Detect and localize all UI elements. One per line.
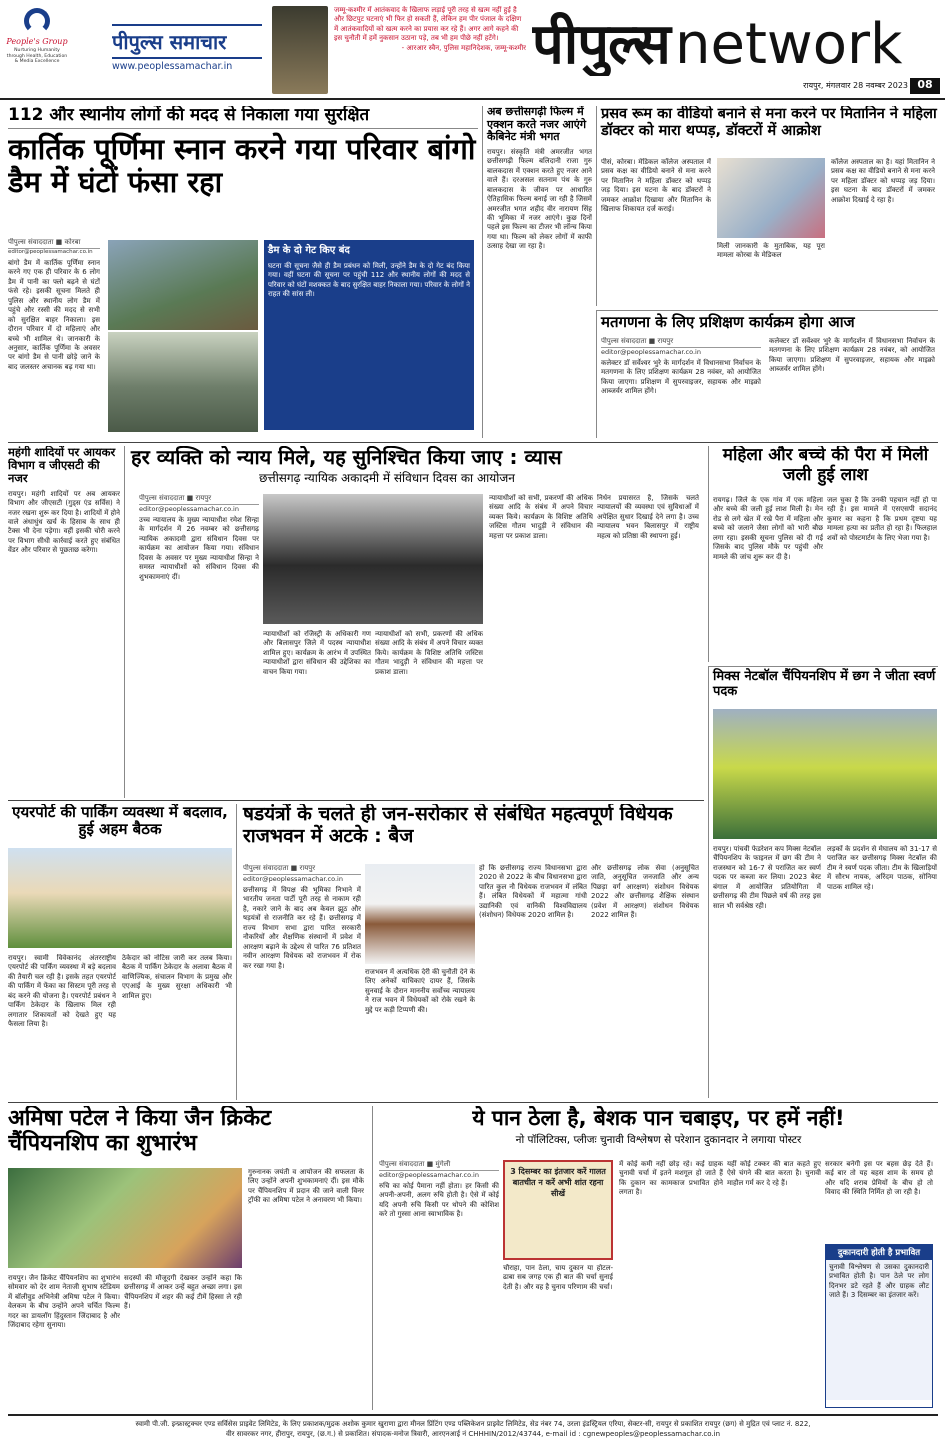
box-title: डैम के दो गेट किए बंद [264, 240, 474, 258]
headline: हर व्यक्ति को न्याय मिले, यह सुनिश्चित किया जाए : व्यास [131, 446, 562, 469]
story-bills-rajbhavan [236, 804, 704, 1100]
story-bhagat-film [482, 106, 592, 438]
story-body-4: और छत्तीसगढ़ लोक सेवा (अनुसूचित जाति, अनुसूचित जनजाति और अन्य पिछड़ा वर्ग आरक्षण) संशोधन विधेयक 2022 और छत्तीसगढ़ शैक्षिक संस्थान (प्रवेश में आरक्षण) संशोधन विधेयक 2022 शामिल हैं। [591, 864, 699, 920]
story-body: रायपुर। पांचवी फेडरेशन कप मिक्स नेटबॉल चैंपियनशिप के फाइनल में छग की टीम ने राजस्थान को 16-7 से पराजित कर स्वर्ण पदक पर कब्जा कर लिया। 2023 बेस्ट बंगाल में आयोजित प्रतियोगिता में छत्तीसगढ़ की टीम पिछले वर्ष की तरह इस साल भी सर्वश्रेष्ठ रही। [713, 845, 821, 910]
email: editor@peoplessamachar.co.in [8, 249, 93, 255]
story-body-3: में कोई कमी नहीं छोड़ रहे। कई ग्राहक चुनावी चर्चा में इतने मशगूल हो जाते हैं कि दुकान का कामकाज प्रभावित होने लगता है। [619, 1160, 723, 1197]
story-body: रायपुर। जैन क्रिकेट चैंपियनशिप का शुभारंभ सोमवार को देर शाम नेताजी सुभाष स्टेडियम में बॉलीवुड अभिनेत्री अमिषा पटेल ने किया। वेलकम के बीच उन्होंने अपने चर्चित फिल्म गदर का डायलॉग हिंदुस्तान जिंदाबाद है और जिंदाबाद रहेगा सुनाया। [8, 1274, 120, 1330]
story-body: रायपुर। स्वामी विवेकानंद अंतरराष्ट्रीय एयरपोर्ट की पार्किंग व्यवस्था में बड़े बदलाव की तैयारी चल रही है। इसके तहत एयरपोर्ट की पार्किंग में फेंका का सिस्टम पूरी तरह से बंद करने की योजना है। एयरपोर्ट प्रबंधन ने पार्किंग ठेकेदार के खिलाफ मिल रही लगातार शिकायतों को देखते हुए यह फैसला लिया है। [8, 954, 116, 1029]
issue-dateline: रायपुर, मंगलवार 28 नवम्बर 2023 [803, 81, 908, 90]
story-body: रायपुर। महंगी शादियों पर अब आयकर विभाग और जीएसटी (गुड्स एंड सर्विस) ने नजर रखना शुरू कर दिया है। शादियों में होने वाले अंधाधुंध खर्च के हिसाब के साथ ही टैक्स भी देना पड़ेगा। वहीं इसकी चोरी करने पर विभाग सीधी कार्रवाई करते हुए संबंधित वेंडर और परिवार से पूछताछ करेगा। [8, 489, 120, 555]
box-body: चुनावी विश्लेषण से उसका दुकानदारी प्रभावित होती है। पान ठेले पर लोग दिनभर डटे रहते हैं और ग्राहक लौट जाते हैं। 3 दिसम्बर का इंतजार करें। [826, 1260, 932, 1400]
story-meta [243, 864, 361, 1098]
story-constitution-day [124, 446, 704, 798]
dateline: पीपुल्स संवाददाता ■ रायपुर [139, 494, 259, 505]
judges-photo [263, 494, 483, 624]
poster-photo [503, 1160, 613, 1260]
story-body-5: सरकार बनेगी इस पर बहस छेड़ देते हैं। कई बार तो यह बहस शाम के समय हो और यदि शराब प्रेमियों के बीच हो तो विवाद की स्थिति निर्मित हो जा रही है। [825, 1160, 933, 1197]
samachar-url[interactable]: www.peoplessamachar.in [112, 61, 233, 72]
samachar-logo-text: पीपुल्स समाचार [112, 24, 262, 59]
dateline: पीपुल्स संवाददाता ■ मुंगेली [379, 1160, 499, 1171]
story-body-3: हो कि छत्तीसगढ़ राज्य विधानसभा द्वारा 2020 से 2022 के बीच विधानसभा द्वारा पारित कुल नौ विधेयक राजभवन में लंबित हैं। लंबित विधेयकों में महात्मा गांधी उद्यानिकी एवं वानिकी विश्वविद्यालय (संशोधन) विधेयक 2020 शामिल है। [479, 864, 587, 920]
email: editor@peoplessamachar.co.in [139, 505, 239, 513]
masthead [0, 0, 945, 100]
officer-photo [272, 6, 328, 94]
netball-team-photo [713, 709, 937, 839]
story-body-2: जल चुका है कि उनकी पहचान नहीं हो पा रही है। इस मामले में एसएसपी सदानंद कुमार का कहना है कि प्रथम दृष्टया यह मामला हत्या का प्रतीत हो रहा है। फिलहाल शवों को पोस्टमार्टम के लिए भेजा गया है। [827, 496, 937, 542]
dam-photo-bridge [108, 332, 258, 432]
story-body-2: राजभवन में अत्यधिक देरी की चुनौती देने के लिए अनेकों याचिकाएं दायर हैं, जिसके सुनवाई के दौरान माननीय सर्वोच्च न्यायालय ने राज भवन में विधेयकों को रोके रखने के मुद्दे पर कड़ी टिप्पणी की। [365, 968, 475, 1014]
peoples-group-logo [6, 8, 68, 94]
dateline: पीपुल्स संवाददाता ■ रायपुर [601, 337, 761, 348]
baij-portrait [365, 864, 475, 964]
poster-text: 3 दिसम्बर का इंतजार करें गालत बातचीत न करें अभी शांत रहना सीखें [510, 1167, 606, 1199]
story-body: बांगो डैम में कार्तिक पूर्णिमा स्नान करने गए एक ही परिवार के 6 लोग डैम में पानी का फ्लो बढ़ने से घंटों फंसे रहे। इसकी सूचना मिलते ही पुलिस और स्थानीय लोग डैम में पहुंचे और रस्सी की मदद से सभी को सुरक्षित बाहर निकाला। इस दौरान परिवार में दो महिलाएं और बच्चे भी शामिल थे। जानकारी के अनुसार, कार्तिक पूर्णिमा के अवसर पर बांगो डैम से पानी छोड़े जाने के बाद जलस्तर अचानक बढ़ गया था। [8, 259, 100, 371]
divider [8, 442, 938, 443]
email: editor@peoplessamachar.co.in [379, 1171, 479, 1179]
headline: एयरपोर्ट की पार्किंग व्यवस्था में बदलाव, हुई अहम बैठक [12, 804, 228, 839]
story-netball [708, 666, 938, 1098]
story-body-2: ठेकेदार को नोटिस जारी कर तलब किया। बैठक में पार्किंग ठेकेदार के अलावा बैठक में वाणिज्यिक, संचालन विभाग के प्रमुख और एएआई के मुख्य सुरक्षा अधिकारी भी शामिल हुए। [122, 954, 232, 1000]
page-number: 08 [910, 78, 940, 94]
headline: मतगणना के लिए प्रशिक्षण कार्यक्रम होगा आज [601, 313, 855, 331]
story-body-4: यहीं कोई टक्कर की बात कहते हुए ऐसे चंगने की बात करता है। चुनावी माहौल गर्म कर दे रहे हैं। [727, 1160, 821, 1187]
story-body: कलेक्टर डॉ सर्वेश्वर भुरे के मार्गदर्शन में विधानसभा निर्वाचन के मतगणना के लिए प्रशिक्षण कार्यक्रम 28 नवंबर, को आयोजित किया जाएगा। प्रशिक्षण में सुपरवाइजर, सहायक और माइक्रो आब्जर्वर शामिल होंगे। [601, 359, 761, 396]
headline: महिला और बच्चे की पैरा में मिली जली हुई लाश [722, 446, 929, 485]
hospital-photo [717, 158, 825, 238]
story-body-3: गुरुनानक जयंती व आयोजन की सफलता के लिए उन्होंने अपनी शुभकामनाएं दीं। इस मौके पर चैंपियनशिप में प्रदान की जाने वाली विनर ट्रॉफी का अमिषा पटेल ने अनावरण भी किया। [248, 1168, 364, 1205]
story-wedding-tax [8, 446, 120, 798]
subhead: छत्तीसगढ़ न्यायिक अकादमी में संविधान दिवस का आयोजन [259, 471, 515, 485]
story-body: छत्तीसगढ़ में विपक्ष की भूमिका निभाने में भारतीय जनता पार्टी पूरी तरह से नाकाम रही है, नकारे जाने के बाद अब केवल झूठ और षड़यंत्रों से राजनीति कर रहे हैं। छत्तीसगढ़ में राज्य विभाग सभा द्वारा पारित सरकारी नौकरियों और शैक्षणिक संस्थानों में प्रवेश में आरक्षण बढ़ाने के उद्देश्य से पारित 76 प्रतिशत नवीन आरक्षण विधेयक को राजभवन में रोक कर रखा गया है। [243, 886, 361, 970]
story-meta [8, 238, 100, 438]
headline: मिक्स नेटबॉल चैंपियनशिप में छग ने जीता स्वर्ण पदक [713, 669, 936, 699]
airport-photo [8, 848, 232, 948]
quote-author: - आरआर स्वैन, पुलिस महानिदेशक, जम्मू-कश्मीर [401, 43, 526, 52]
samachar-logo [112, 24, 262, 84]
photo-caption: मिली जानकारी के मुताबिक, यह पूरा मामला कोरबा के मेडिकल [717, 242, 825, 260]
headline: कार्तिक पूर्णिमा स्नान करने गया परिवार बांगो डैम में घंटों फंसा रहा [8, 131, 476, 199]
email: editor@peoplessamachar.co.in [601, 348, 701, 356]
divider [8, 1102, 938, 1103]
story-body-3: न्यायाधीशों को सभी, प्रकरणों की अधिक संख्या आदि के संबंध में अपने विचार व्यक्त किये। कार्यक्रम के विशिष्ट अतिथि जस्टिस गौतम भादुड़ी ने संविधान की महत्ता पर प्रकाश डाला। [375, 630, 483, 676]
story-bango-dam [8, 106, 478, 438]
story-body: रायपुर। संस्कृति मंत्री अमरजीत भगत छत्तीसगढ़ी फिल्म बलिदानी राजा गुरु बालकदास में एक्शन करते हुए नजर आने वाले हैं। दरअसल सतनाम पंथ के गुरु बालकदास के जीवन पर आधारित ऐतिहासिक फिल्म बनाई जा रही है जिसमें अमरजीत भगत शहीद वीर नारायण सिंह की भूमिका में नजर आएंगे। कुछ दिनों पहले इस फिल्म का टीजर भी लॉन्च किया गया था। फिल्म को लेकर लोगों में काफी उत्साह देखा जा रहा है। [487, 147, 592, 251]
headline: महंगी शादियों पर आयकर विभाग व जीएसटी की नजर [8, 446, 116, 486]
headline: ये पान ठेला है, बेशक पान चबाइए, पर हमें नहीं! [472, 1106, 845, 1130]
story-bodies-found [708, 446, 938, 662]
box-title: दुकानदारी होती है प्रभावित [826, 1245, 932, 1260]
story-meta [139, 494, 259, 794]
story-counting-training [596, 310, 938, 438]
subhead: नो पॉलिटिक्स, प्लीजः चुनावी विश्लेषण से परेशान दुकानदार ने लगाया पोस्टर [515, 1134, 802, 1147]
network-title [532, 4, 932, 76]
story-body-2: चौराहा, पान ठेला, चाय दुकान या होटल-ढाबा सब जगह एक ही बात की चर्चा सुनाई देती है। और वह है चुनाव परिणाम की चर्चा। [503, 1264, 613, 1291]
headline: प्रसव रूम का वीडियो बनाने से मना करने पर मितानिन ने महिला डॉक्टर को मारा थप्पड़, डॉक्टरों में आक्रोश [601, 106, 937, 139]
imprint-line-2: वीर सावरकर नगर, हीरापुर, रायपुर, (छ.ग.) से प्रकाशित। संपादक-मनोज त्रिवारी, आरएनआई नं CHHHIN/2012/43744, e-mail id : cgnewpeoples@peoplessamachar.co.in [225, 1430, 721, 1439]
story-body: उच्च न्यायालय के मुख्य न्यायाधीश रमेश सिन्हा के मार्गदर्शन में 26 नवम्बर को छत्तीसगढ़ न्यायिक अकादमी द्वारा संविधान दिवस पर कार्यक्रम का आयोजन किया गया। संविधान दिवस के अवसर पर मुख्य न्यायाधीश सिन्हा ने समस्त न्यायाधीशों को संविधान दिवस की शुभकामनाएं दीं। [139, 516, 259, 581]
story-body-b: कॉलेज अस्पताल का है। यहां मितानिन ने प्रसव कक्ष का वीडियो बनाने से मना करने पर महिला डॉक्टर को थप्पड़ जड़ दिया। इस घटना के बाद डॉक्टरों में जमकर आक्रोश दिखाई दे रहा है। [831, 158, 935, 204]
story-doctor-slap [596, 106, 938, 306]
imprint-line-1: स्वामी पी.जी. इन्फ्रास्ट्रक्चर एण्ड सर्विसेस प्राइवेट लिमिटेड, के लिए प्रकाशक/मुद्रक अशोक कुमार खुराणा द्वारा मीनल प्रिंटिंग एण्ड पब्लिकेशन प्राइवेट लिमिटेड, सेड नंबर 74, उरला इंडस्ट्रियल एरिया, सेक्टर-सी, रायपुर से प्रकाशित रायपुर (छग) से मुद्रित एवं प्लाट नं. 822, [135, 1420, 811, 1428]
info-box [825, 1244, 933, 1408]
story-airport-parking [8, 804, 232, 1100]
story-meta [379, 1160, 499, 1408]
story-meta [601, 337, 761, 437]
story-body-3b: न्यायाधीशों को सभी, प्रकरणों की अधिक संख्या आदि के संबंध में अपने विचार व्यक्त किये। कार्यक्रम के विशिष्ट अतिथि जस्टिस गौतम भादुड़ी ने संविधान की महत्ता पर प्रकाश डाला। [489, 494, 593, 540]
quote-body: जम्मू-कश्मीर में आतंकवाद के खिलाफ लड़ाई पूरी तरह से खत्म नहीं हुई है और छिटपुट घटनाएं भी फिर हो सकती हैं, लेकिन हम पीर पंजाल के दक्षिण में आतंकवादियों को खत्म करने का प्रयास कर रहे हैं। अगर आगे कहने की इस चुनौती में हमें नुकसान उठाना पड़े, तब भी हम पीछे नहीं हटेंगे। [334, 6, 522, 43]
headline: अब छत्तीसगढ़ी फिल्म में एक्शन करते नजर आएंगे कैबिनेट मंत्री भगत [487, 106, 587, 144]
group-tagline: Nurturing Humanity through Health, Education & Media Excellence [6, 48, 68, 64]
peoples-group-name: People's Group [6, 37, 68, 46]
dam-photo-family [108, 240, 258, 330]
horseshoe-icon [24, 8, 50, 34]
email: editor@peoplessamachar.co.in [243, 875, 343, 883]
info-box [264, 240, 474, 436]
dateline: पीपुल्स संवाददाता ■ रायपुर [243, 864, 361, 875]
footer-imprint [8, 1414, 938, 1442]
story-body-a: पीसं, कोरबा। मेडिकल कॉलेज अस्पताल में प्रसव कक्ष का वीडियो बनाने से मना करने पर मितानिन ने महिला डॉक्टर को थप्पड़ जड़ दिया। इस घटना के बाद डॉक्टरों ने जमकर आक्रोश दिखाया और मितानिन के खिलाफ शिकायत दर्ज कराई। [601, 158, 711, 214]
quote-text [334, 6, 526, 94]
story-paan-thela [372, 1106, 938, 1410]
story-body-2: लड़कों के प्रदर्शन से मेघालय को 31-17 से पराजित कर छत्तीसगढ़ मिक्स नेटबॉल की टीम ने स्वर्ण पदक जीता। टीम के खिलाड़ियों में सौरभ नायक, अरिंदम पाठक, सोनिया पाठक शामिल रहे। [827, 845, 937, 891]
headline: अमिषा पटेल ने किया जैन क्रिकेट चैंपियनशिप का शुभारंभ [8, 1106, 272, 1157]
divider [8, 800, 704, 801]
network-title-eng: network [675, 12, 903, 76]
story-body-2: सदस्यों की मौजूदगी देखकर उन्होंने कहा कि छत्तीसगढ़ में आकर उन्हें बहुत अच्छा लगा। इस चैंपियनशिप में शहर की कई टीमें हिस्सा ले रही हैं। [124, 1274, 242, 1311]
story-body-cont: कलेक्टर डॉ सर्वेश्वर भुरे के मार्गदर्शन में विधानसभा निर्वाचन के मतगणना के लिए प्रशिक्षण कार्यक्रम 28 नवंबर, को आयोजित किया जाएगा। प्रशिक्षण में सुपरवाइजर, सहायक और माइक्रो आब्जर्वर शामिल होंगे। [769, 337, 935, 374]
box-body: घटना की सूचना जैसे ही डैम प्रबंधन को मिली, उन्होंने डैम के दो गेट बंद किया गया। वहीं घटना की सूचना पर पहुंची 112 और स्थानीय लोगों की मदद से परिवार को घंटों मशक्कत के बाद सुरक्षित बाहर निकाला गया। परिवार के लोगों ने राहत की सांस ली। [264, 258, 474, 430]
story-amisha-patel [8, 1106, 368, 1410]
cricket-event-photo [8, 1168, 242, 1268]
story-body-4: निर्धन प्रयासरत है, जिसके चलते न्यायालयों की व्यवस्था एवं सुविधाओं में अपेक्षित सुधार दिखाई देने लगा है। उच्च न्यायालय भवन बिलासपुर में राष्ट्रीय महत्व को प्रतिष्ठा की स्थापना हुई। [597, 494, 699, 540]
story-body-2: न्यायाधीशों को रजिस्ट्री के अधिकारी गण और बिलासपुर जिले में पदस्थ न्यायाधीश शामिल हुए। कार्यक्रम के आरंभ में उपस्थित न्यायाधीशों द्वारा संविधान की उद्देशिका का वाचन किया गया। [263, 630, 371, 676]
kicker: 112 और स्थानीय लोगों की मदद से निकाला गया सुरक्षित [8, 106, 478, 129]
col-a [601, 158, 711, 303]
headline: षडयंत्रों के चलते ही जन-सरोकार से संबंधित महत्वपूर्ण विधेयक राजभवन में अटके : बैज [243, 804, 673, 847]
story-body: रायगढ़। जिले के एक गांव में एक महिला और बच्चे की जली हुई लाश मिली है। मेन रोड से लगे खेत में रखे पैरा में महिला और बच्चे को जलाने जैसा लोगों को भारी बौछ लगा रहा। इसकी सूचना पुलिस को दी गई जिसके बाद पुलिस मौके पर पहुंची और मामले की जांच शुरू कर दी है। [713, 496, 823, 561]
story-body: रुचि का कोई पैमाना नहीं होता। हर किसी की अपनी-अपनी, अलग रुचि होती है। ऐसे में कोई यदि अपनी रुचि किसी पर थोपने की कोशिश करे तो गुस्सा आना स्वाभाविक है। [379, 1182, 499, 1219]
network-title-hindi: पीपुल्स [532, 12, 670, 76]
dateline: पीपुल्स संवाददाता ■ कोरबा [8, 238, 100, 249]
